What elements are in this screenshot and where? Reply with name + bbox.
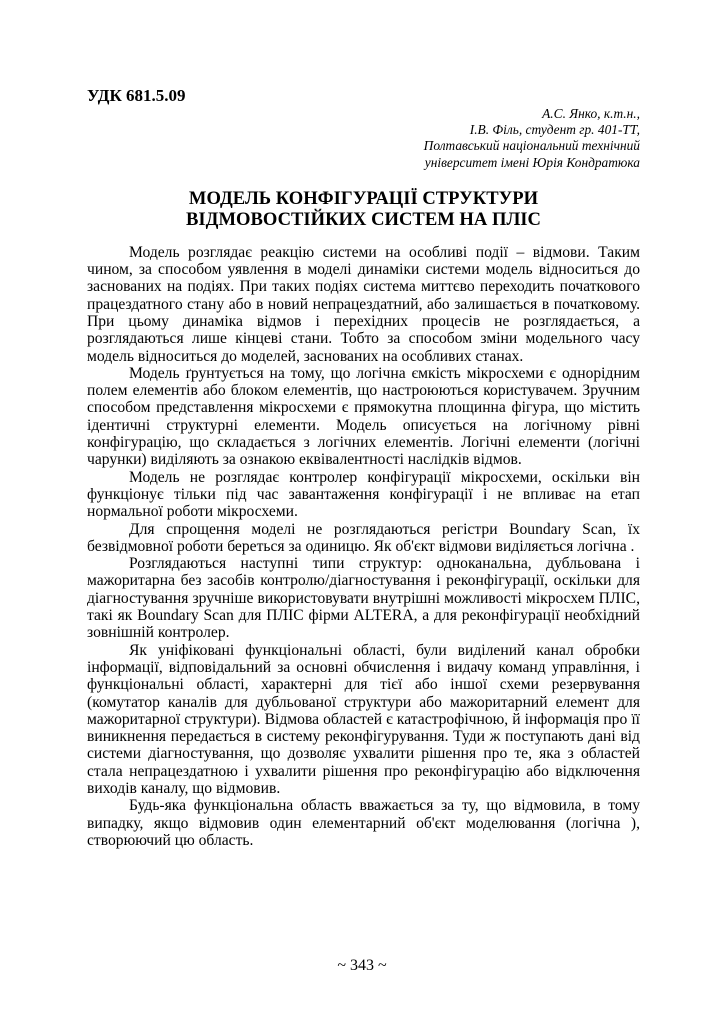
paragraph: Модель розглядає реакцію системи на особливі події – відмови. Таким чином, за способом уявлення в моделі динаміки системи модель відноситься до заснованих на подіях. При таких подіях система миттєво переходить початкового працездатного стану або в новий непрацездатний, або залишається в початковому. При цьому динаміка відмов і перехідних процесів не розглядається, а розглядаються лише кінцеві стани. Тобто за способом зміни модельного часу модель відноситься до моделей, заснованих на особливих станах.	[87, 243, 640, 365]
udc-code: УДК 681.5.09	[87, 86, 186, 105]
paragraph: Будь-яка функціональна область вважається за ту, що відмовила, в тому випадку, якщо відмовив один елементарний об'єкт моделювання (логічна ), створюючий цю область.	[87, 797, 640, 849]
paragraph: Модель ґрунтується на тому, що логічна ємкість мікросхеми є однорідним полем елементів або блоком елементів, що настроюються користувачем. Зручним способом представлення мікросхеми є прямокутна площинна фігура, що містить ідентичні структурні елементи. Модель описується на логічному рівні конфігурацію, що складається з логічних елементів. Логічні елементи (логічні чарунки) виділяють за ознакою еквівалентності наслідків відмов.	[87, 364, 640, 469]
affiliation-line: університет імені Юрія Кондратюка	[424, 154, 640, 170]
title-line: МОДЕЛЬ КОНФІГУРАЦІЇ СТРУКТУРИ	[188, 187, 539, 209]
affiliation-line: Полтавський національний технічний	[423, 138, 640, 154]
paragraph: Розглядаються наступні типи структур: одноканальна, дубльована і мажоритарна без засобів контролю/діагностування і реконфігурації, оскільки для діагностування зручніше використовувати внутрішні можливості мікросхем ПЛІС, такі як Boundary Scan для ПЛІС фірми ALTERA, а для реконфігурації необхідний зовнішній контролер.	[87, 555, 640, 642]
author-line: А.С. Янко, к.т.н.,	[542, 106, 640, 121]
paper-page	[87, 86, 640, 849]
title-line: ВІДМОВОСТІЙКИХ СИСТЕМ НА ПЛІС	[186, 208, 541, 230]
paper-title	[87, 188, 640, 230]
paragraph: Для спрощення моделі не розглядаються регістри Boundary Scan, їх безвідмовної роботи береться за одиницю. Як об'єкт відмови виділяється логічна .	[87, 520, 640, 555]
body-text	[87, 244, 640, 849]
paragraph: Модель не розглядає контролер конфігурації мікросхеми, оскільки він функціонує тільки під час завантаження конфігурації і не впливає на етап нормальної роботи мікросхеми.	[87, 468, 640, 521]
author-line: І.В. Філь, студент гр. 401-ТТ,	[469, 122, 640, 138]
paragraph: Як уніфіковані функціональні області, були виділений канал обробки інформації, відповідальний за основні обчислення і видачу команд управління, і функціональні області, характерні для тієї або іншої схеми резервування (комутатор каналів для дубльованої структури або мажоритарний елемент для мажоритарної структури). Відмова областей є катастрофічною, й інформація про її виникнення передається в систему реконфігурування. Туди ж поступають дані від системи діагностування, що дозволяє ухвалити рішення про те, яка з областей стала непрацездатною і ухвалити рішення про реконфігурацію або відключення виходів каналу, що відмовив.	[87, 641, 640, 798]
page-number: ~ 343 ~	[337, 957, 387, 974]
author-block	[87, 106, 640, 171]
